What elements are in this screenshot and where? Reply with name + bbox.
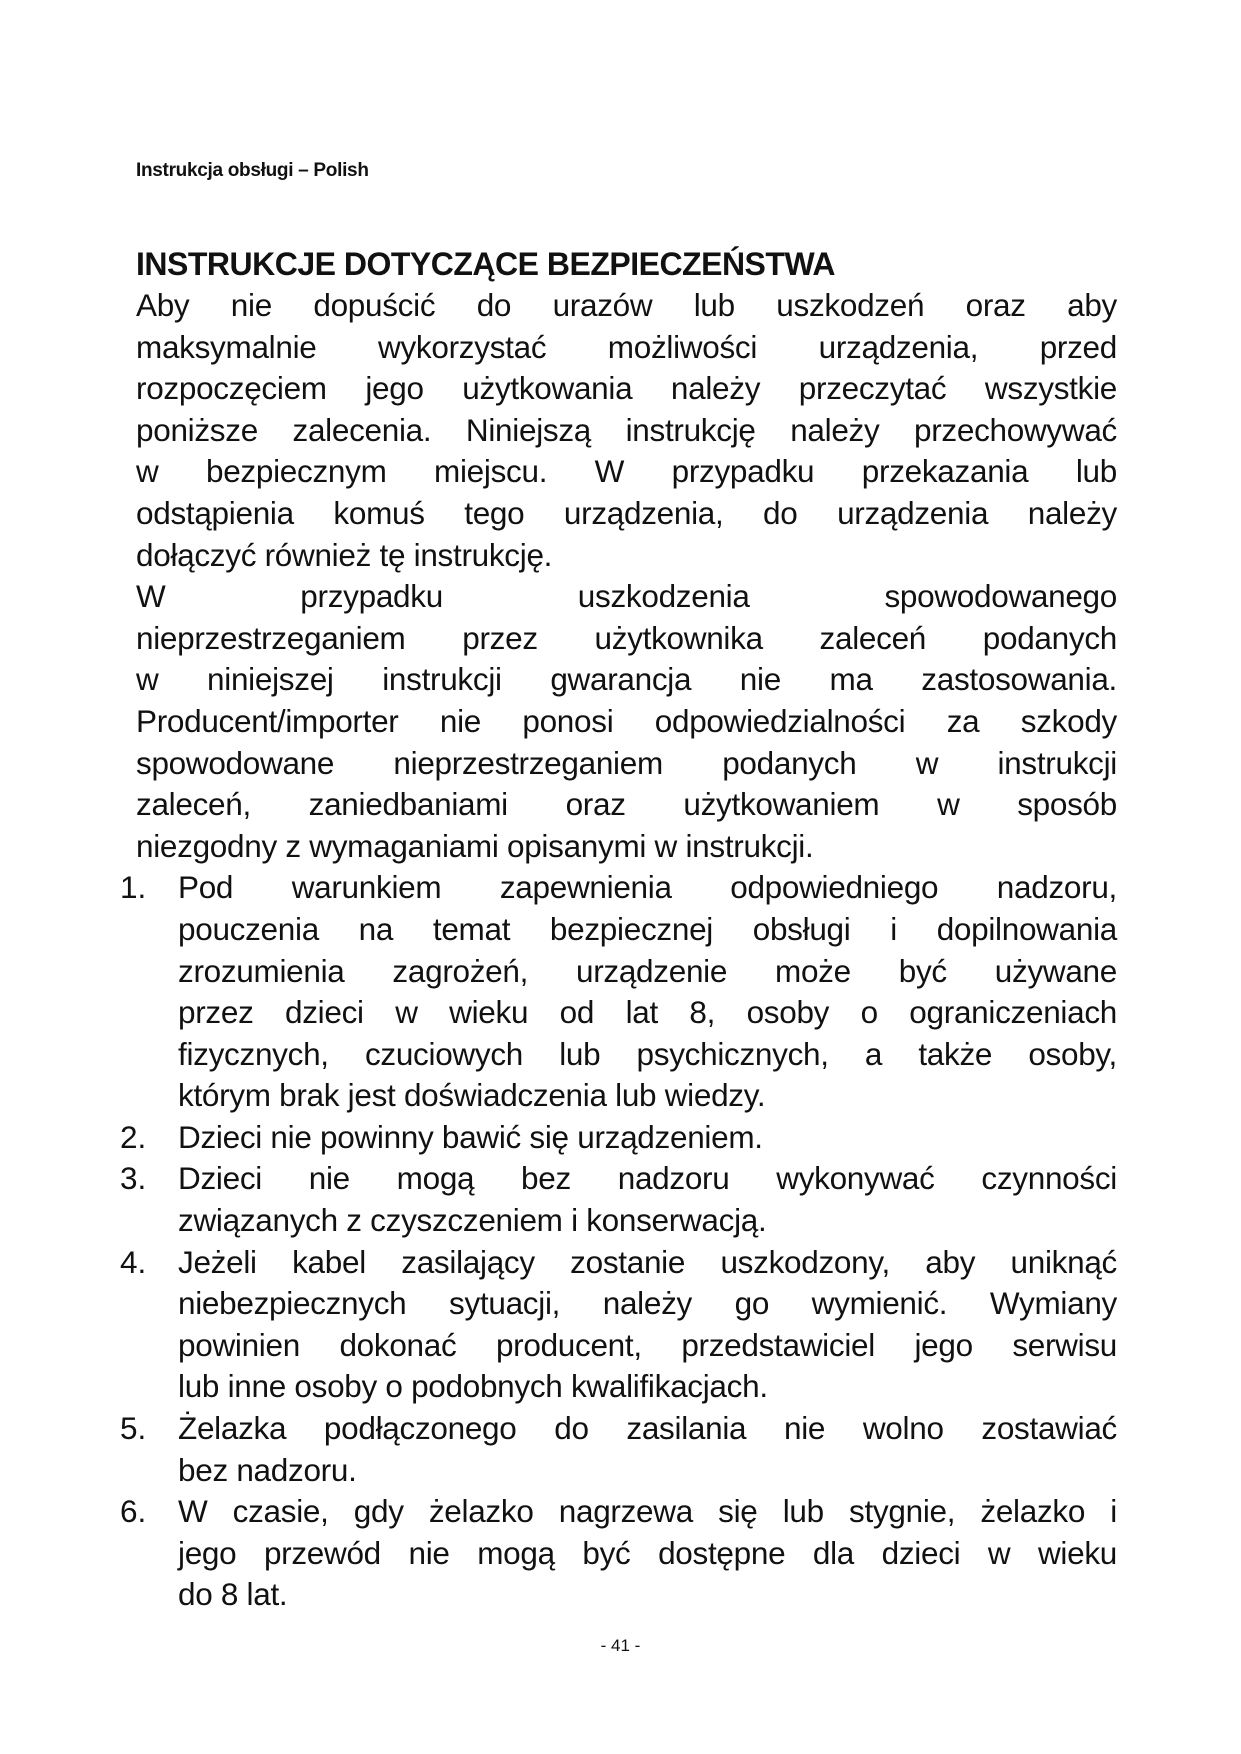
- text-line: w bezpiecznym miejscu. W przypadku przekazania lub: [136, 453, 1117, 490]
- text-line: W czasie, gdy żelazko nagrzewa się lub stygnie, żelazko i: [178, 1493, 1117, 1530]
- text-line: dołączyć również tę instrukcję.: [136, 536, 553, 573]
- list-number: 3.: [120, 1160, 147, 1197]
- intro-paragraphs: [136, 285, 1117, 867]
- text-line: Jeżeli kabel zasilający zostanie uszkodzony, aby uniknąć: [178, 1243, 1117, 1280]
- text-line: którym brak jest doświadczenia lub wiedzy.: [178, 1077, 766, 1114]
- text-line: w niniejszej instrukcji gwarancja nie ma zastosowania.: [136, 661, 1117, 698]
- safety-list: [120, 867, 1117, 1616]
- text-line: niebezpiecznych sytuacji, należy go wymienić. Wymiany: [178, 1285, 1117, 1322]
- list-item: [120, 1242, 1117, 1408]
- text-line: rozpoczęciem jego użytkowania należy przeczytać wszystkie: [136, 370, 1117, 407]
- list-number: 4.: [120, 1243, 147, 1280]
- text-line: zaleceń, zaniedbaniami oraz użytkowaniem w sposób: [136, 786, 1117, 823]
- text-line: Aby nie dopuścić do urazów lub uszkodzeń oraz aby: [136, 287, 1117, 323]
- text-line: spowodowane nieprzestrzeganiem podanych w instrukcji: [136, 744, 1117, 781]
- list-number: 1.: [120, 869, 147, 906]
- text-line: niezgodny z wymaganiami opisanymi w instrukcji.: [136, 827, 814, 864]
- list-item: [120, 1158, 1117, 1241]
- page-number: - 41 -: [600, 1636, 641, 1655]
- text-line: do 8 lat.: [178, 1576, 288, 1613]
- text-line: fizycznych, czuciowych lub psychicznych, a także osoby,: [178, 1035, 1117, 1072]
- list-number: 2.: [120, 1118, 147, 1155]
- text-line: bez nadzoru.: [178, 1451, 357, 1488]
- text-line: lub inne osoby o podobnych kwalifikacjach.: [178, 1368, 768, 1405]
- text-line: odstąpienia komuś tego urządzenia, do urządzenia należy: [136, 494, 1117, 531]
- text-line: pouczenia na temat bezpiecznej obsługi i dopilnowania: [178, 910, 1117, 947]
- text-line: zrozumienia zagrożeń, urządzenie może być używane: [178, 952, 1117, 989]
- text-line: Żelazka podłączonego do zasilania nie wolno zostawiać: [178, 1410, 1117, 1447]
- section-title: INSTRUKCJE DOTYCZĄCE BEZPIECZEŃSTWA: [136, 246, 835, 282]
- page-content: [120, 243, 1117, 1616]
- text-line: Dzieci nie mogą bez nadzoru wykonywać czynności: [178, 1160, 1117, 1197]
- text-line: jego przewód nie mogą być dostępne dla dzieci w wieku: [178, 1534, 1117, 1571]
- paragraph: [136, 576, 1117, 867]
- text-line: maksymalnie wykorzystać możliwości urządzenia, przed: [136, 328, 1117, 365]
- list-item: [120, 867, 1117, 1117]
- text-line: związanych z czyszczeniem i konserwacją.: [178, 1202, 767, 1239]
- running-header: Instrukcja obsługi – Polish: [136, 160, 369, 181]
- text-line: Dzieci nie powinny bawić się urządzeniem.: [178, 1118, 763, 1155]
- list-number: 5.: [120, 1410, 147, 1447]
- list-item: [120, 1117, 1117, 1159]
- list-item: [120, 1491, 1117, 1616]
- text-line: nieprzestrzeganiem przez użytkownika zaleceń podanych: [136, 619, 1117, 656]
- text-line: poniższe zalecenia. Niniejszą instrukcję należy przechowywać: [136, 411, 1117, 448]
- text-line: przez dzieci w wieku od lat 8, osoby o ograniczeniach: [178, 994, 1117, 1031]
- text-line: Producent/importer nie ponosi odpowiedzialności za szkody: [136, 702, 1117, 739]
- text-line: powinien dokonać producent, przedstawiciel jego serwisu: [178, 1326, 1117, 1363]
- list-number: 6.: [120, 1493, 147, 1530]
- paragraph: [136, 285, 1117, 576]
- text-line: W przypadku uszkodzenia spowodowanego: [136, 578, 1117, 615]
- text-line: Pod warunkiem zapewnienia odpowiedniego nadzoru,: [178, 869, 1117, 906]
- list-item: [120, 1408, 1117, 1491]
